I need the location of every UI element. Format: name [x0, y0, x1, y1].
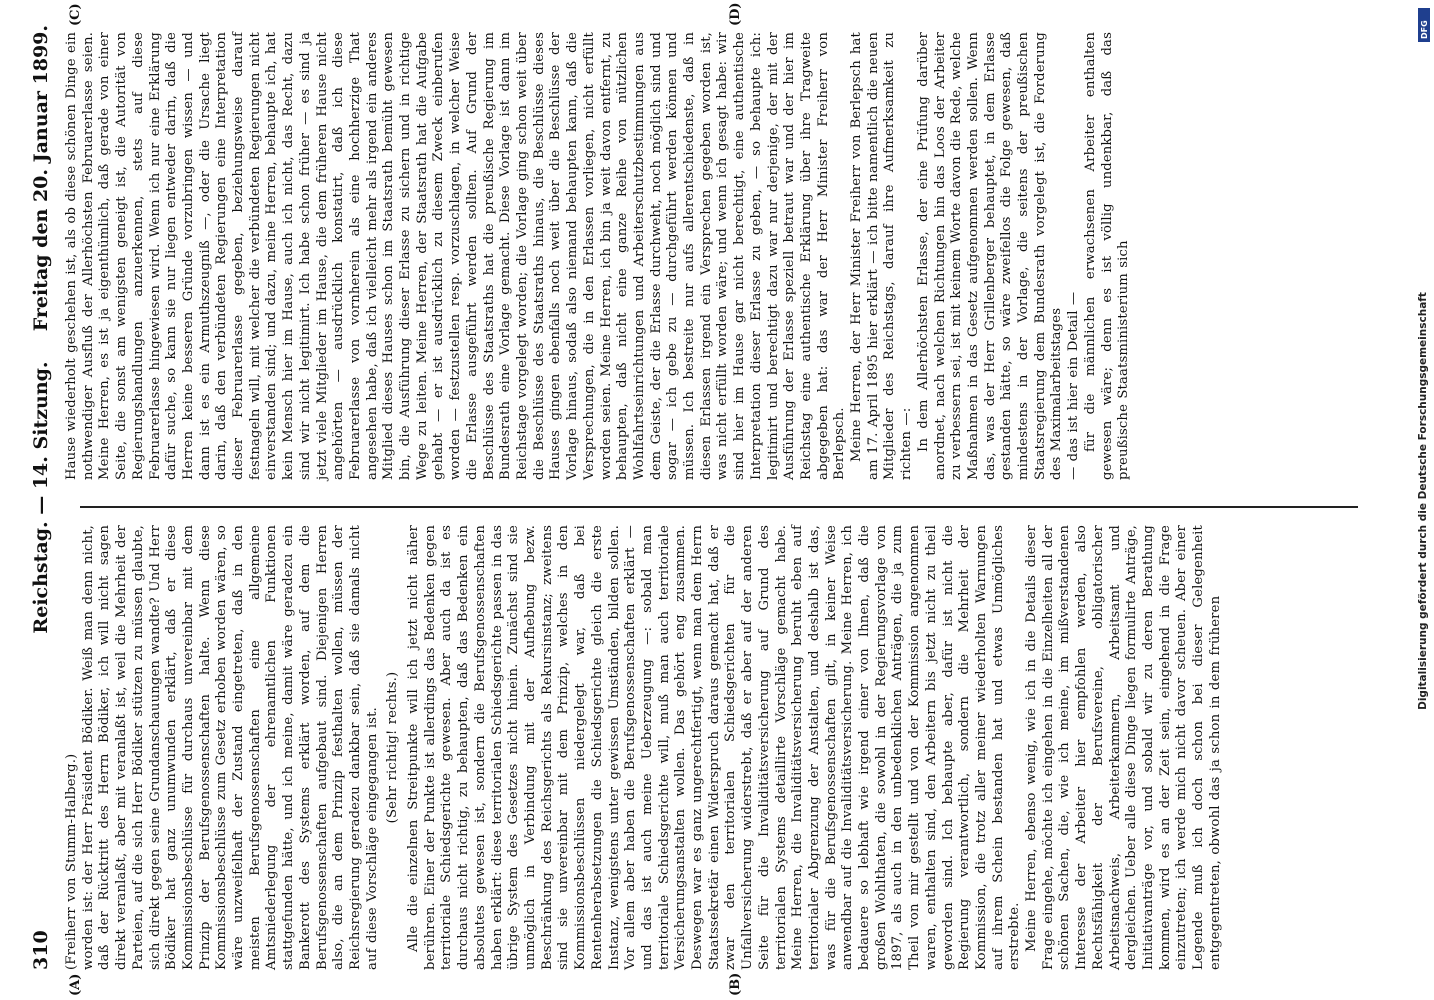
margin-marker-a: (A): [68, 973, 83, 996]
dfg-logo-icon: [1418, 8, 1430, 42]
paragraph: Meine Herren, der Herr Minister Freiherr von Berlepsch hat am 17. April 1895 hier erklärt — ich bitte namentlich die neuen Mitglieder des Reichstags, darauf ihre Aufmerksamkeit zu richten —:: [849, 32, 915, 480]
margin-marker-d: (D): [728, 2, 743, 26]
column-divider: [80, 506, 1358, 508]
paragraph: worden ist: der Herr Präsident Bödiker. Weiß man denn nicht, daß der Rücktritt des Herrn Bödiker, ich will nicht sagen direkt veranlaßt, aber mit veranlaßt ist, weil die Mehrheit der Parteien, auf die sich Herr Bödiker stützen zu müssen glaubte, sich direkt gegen seine Grundanschauungen wandte? Und Herr Bödiker hat ganz unumwunden erklärt, daß er diese Kommissionsbeschlüsse für durchaus unvereinbar mit dem Prinzip der Berufsgenossenschaften halte. Wenn diese Kommissionsbeschlüsse zum Gesetz erhoben worden wären, so wäre unzweifelhaft der Zustand eingetreten, daß in den meisten Berufsgenossenschaften eine allgemeine Amtsniederlegung der ehrenamtlichen Funktionen stattgefunden hätte, und ich meine, damit wäre geradezu ein Bankerott des Systems erklärt worden, auf dem die Berufsgenossenschaften aufgebaut sind. Diejenigen Herren also, die an dem Prinzip festhalten wollen, müssen der Reichsregierung geradezu dankbar sein, daß sie damals nicht auf diese Vorschläge eingegangen ist.: [80, 525, 380, 970]
page-number: 310: [30, 930, 52, 970]
credit-text: Digitalisierung gefördert durch die Deutsche Forschungsgemeinschaft: [1417, 291, 1429, 710]
interjection: — das ist hier ein Detail —: [1066, 291, 1082, 480]
speaker-line: (Freiherr von Stumm-Halberg.): [64, 753, 79, 970]
quotation: In dem Allerhöchsten Erlasse, der eine Prüfung darüber anordnet, nach welchen Richtungen hin das Loos der Arbeiter zu verbessern sei, ist mit keinem Worte davon die Rede, welche Maßnahmen in das Gesetz aufgenommen werden sollen. Wenn das, was der Herr Grillenberger behauptet, in dem Erlasse gestanden hätte, so wäre zweifellos die Folge gewesen, daß mindestens in der Vorlage, die seitens der preußischen Staatsregierung dem Bundesrath vorgelegt ist, die Forderung des Maximalarbeitstages: [915, 32, 1065, 480]
margin-marker-b: (B): [728, 972, 743, 996]
paragraph: Hause wiederholt geschehen ist, als ob diese schönen Dinge ein nothwendiger Ausfluß der Allerhöchsten Februarerlasse seien. Meine Herren, es ist ja eigenthümlich, daß gerade von einer Seite, die sonst am wenigsten geneigt ist, die Autorität von Regierungshandlungen anzuerkennen, stets auf diese Februarerlasse hingewiesen wird. Wenn ich nur eine Erklärung dafür suche, so kann sie nur liegen entweder darin, daß die Herren keine besseren Gründe vorzubringen wissen — und dann ist es ein Armuthszeugniß —, oder die Ursache liegt darin, daß den verbündeten Regierungen eine Interpretation dieser Februarerlasse gegeben, beziehungsweise darauf festnageln will, mit welcher die verbündeten Regierungen nicht einverstanden sind; und dazu, meine Herren, behaupte ich, hat kein Mensch hier im Hause, auch ich nicht, das Recht, dazu sind wir nicht legitimirt. Ich habe schon früher — es sind ja jetzt viele Mitglieder im Hause, die dem früheren Hause nicht angehörten — ausdrücklich konstatirt, daß ich diese Februarerlasse von vornherein als eine hochherzige That angesehen habe, daß ich vielleicht mehr als irgend ein anderes Mitglied dieses Hauses schon im Staatsrath bemüht gewesen bin, die Ausführung dieser Erlasse zu sichern und in richtige Wege zu leiten. Meine Herren, der Staatsrath hat die Aufgabe gehabt — er ist ausdrücklich zu diesem Zweck einberufen worden — festzustellen resp. vorzuschlagen, in welcher Weise die Erlasse ausgeführt werden sollten. Auf Grund der Beschlüsse des Staatsraths hat die preußische Regierung im Bundesrath eine Vorlage gemacht. Diese Vorlage ist dann im Reichstage vorgelegt worden; die Vorlage ging schon weit über die Beschlüsse des Staatsraths hinaus, die Beschlüsse dieses Hauses gingen ebenfalls noch weit über die Beschlüsse der Vorlage hinaus, sodaß also niemand behaupten kann, daß die Versprechungen, die in den Erlassen vorliegen, nicht erfüllt worden seien. Meine Herren, ich bin ja weit davon entfernt, zu behaupten, daß nicht eine ganze Reihe von nützlichen Wohlfahrtseinrichtungen und Arbeiterschutzbestimmungen aus dem Geiste, der die Erlasse durchweht, noch möglich sind und sogar — ich gebe zu — durchgeführt werden können und müssen. Ich bestreite nur aufs allerentschiedenste, daß in diesen Erlassen irgend ein Versprechen gegeben worden ist, was nicht erfüllt worden wäre; und wenn ich gesagt habe: wir sind hier im Hause gar nicht berechtigt, eine authentische Interpretation dieser Erlasse zu geben, — so behaupte ich: legitimirt und berechtigt dazu war nur derjenige, der mit der Ausführung der Erlasse speziell betraut war und der hier im Reichstag eine authentische Erklärung über ihre Tragweite abgegeben hat: das war der Herr Minister Freiherr von Berlepsch.: [64, 32, 848, 480]
dfg-logo: [1418, 8, 1430, 42]
dfg-logo-text: DFG: [1420, 20, 1429, 39]
margin-marker-c: (C): [68, 3, 83, 26]
right-column: [64, 32, 1133, 480]
page-header: [28, 25, 58, 970]
newspaper-page: [28, 2, 1378, 996]
paragraph: Alle die einzelnen Streitpunkte will ich jetzt nicht näher berühren. Einer der Punkte ist allerdings das Bedenken gegen territoriale Schiedsgerichte gewesen. Aber auch da ist es durchaus nicht richtig, zu behaupten, daß das Bedenken ein absolutes gewesen ist, sondern die Berufsgenossenschaften haben erklärt: diese territorialen Schiedsgerichte passen in das übrige System des Gesetzes nicht hinein. Zunächst sind sie unmöglich in Verbindung mit der Aufhebung bezw. Beschränkung des Reichsgerichts als Rekursinstanz; zweitens sind sie unvereinbar mit dem Prinzip, welches in den Kommissionsbeschlüssen niedergelegt war, daß bei Rentenherabsetzungen die Schiedsgerichte gleich die erste Instanz, wenigstens unter gewissen Umständen, bilden sollen. Vor allem aber haben die Berufsgenossenschaften erklärt — und das ist auch meine Ueberzeugung —: sobald man territoriale Schiedsgerichte will, muß man auch territoriale Versicherungsanstalten wollen. Das gehört eng zusammen. Deswegen war es ganz ungerechtfertigt, wenn man dem Herrn Staatssekretär einen Widerspruch daraus gemacht hat, daß er zwar den territorialen Schiedsgerichten für die Unfallversicherung widerstrebt, daß er aber auf der anderen Seite für die Invaliditätsversicherung auf Grund des territorialen Systems detaillirte Vorschläge gemacht habe. Meine Herren, die Invaliditätsversicherung beruht eben auf territorialer Abgrenzung der Anstalten, und deshalb ist das, was für die Berufsgenossenschaften gilt, in keiner Weise anwendbar auf die Invaliditätsversicherung. Meine Herren, ich bedauere so lebhaft wie irgend einer von Ihnen, daß die großen Wohlthaten, die sowohl in der Regierungsvorlage von 1897, als auch in den unbedenklichen Anträgen, die ja zum Theil von mir gestellt und von der Kommission angenommen waren, enthalten sind, den Arbeitern bis jetzt nicht zu theil geworden sind. Ich behaupte aber, dafür ist nicht die Regierung verantwortlich, sondern die Mehrheit der Kommission, die trotz aller meiner wiederholten Warnungen auf ihrem Schein bestanden hat und etwas Unmögliches erstrebte.: [406, 525, 1023, 970]
digitization-credit: [1415, 8, 1431, 993]
session-date: Freitag den 20. Januar 1899.: [30, 25, 52, 332]
session-title: Reichstag. — 14. Sitzung.: [30, 361, 52, 634]
quotation: für die männlichen erwachsenen Arbeiter enthalten gewesen wäre; denn es ist völlig undenkbar, daß das preußische Staatsministerium sich: [1082, 32, 1132, 480]
left-column: [64, 525, 1225, 970]
paragraph: Meine Herren, ebenso wenig, wie ich in die Details dieser Frage eingehe, möchte ich eingehen in die Einzelheiten all der schönen Sachen, die, wie ich meine, im mißverstandenen Interesse der Arbeiter hier empfohlen werden, also Rechtsfähigkeit der Berufsvereine, obligatorischer Arbeitsnachweis, Arbeiterkammern, Arbeitsamt und dergleichen. Ueber alle diese Dinge liegen formulirte Anträge, Initiativanträge vor, und sobald wir zu deren Berathung kommen, wird es an der Zeit sein, eingehend in die Frage einzutreten; ich werde mich nicht davor scheuen. Aber einer Legende muß ich doch schon bei dieser Gelegenheit entgegentreten, obwohl das ja schon in dem früheren: [1024, 525, 1223, 970]
interjection: (Sehr richtig! rechts.): [385, 671, 401, 824]
